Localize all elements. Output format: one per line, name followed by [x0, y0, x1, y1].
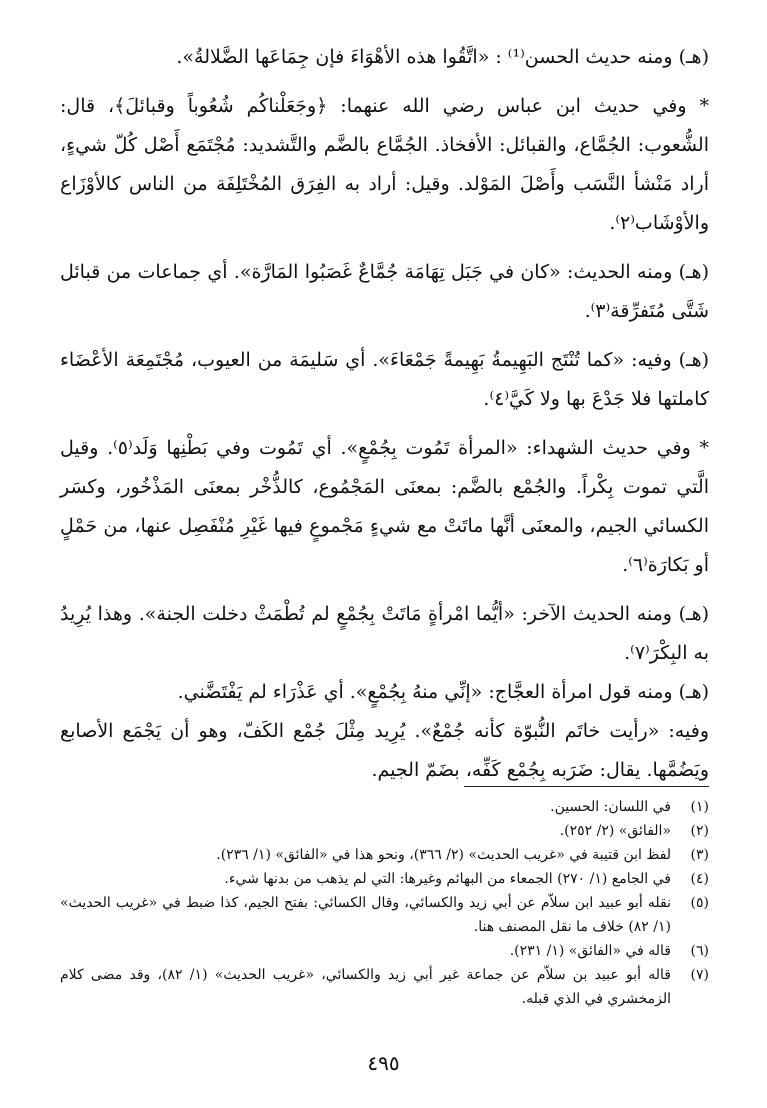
footnote	[60, 819, 709, 843]
footnote-text: في اللسان: الحسين.	[550, 799, 671, 815]
paragraph-hasan: (هـ) ومنه حديث الحسن⁽¹⁾ : «اتَّقُوا هذه الأهْوَاءَ فإن جِمَاعَها الضَّلالةُ».	[176, 46, 709, 68]
footnote-number: (٦)	[690, 943, 709, 959]
footnote-text: في الجامع (١/ ٢٧٠) الجمعاء من البهائم وغيرها: التي لم يذهب من بدنها شيء.	[224, 871, 671, 887]
paragraph-ibn-abbas: * وفي حديث ابن عباس رضي الله عنهما: ﴿وجَعَلْناكُم شُعُوباً وقبائلَ﴾، قال: الشُّعوب: الجُمَّاع، والقبائل: الأفخاذ. الجُمَّاع بالضَّم والتَّشديد: مُجْتَمَع أَصْل كُلّ شيءٍ، أراد مَنْشأ النَّسَب وأَصْلَ المَوْلد. وقيل: أراد به الفِرَق المُخْتَلِفَة من الناس كالأوْزَاع والأوْشَاب⁽٢⁾.	[60, 95, 709, 234]
paragraph-bikr: (هـ) ومنه الحديث الآخر: «أيُّما امْرأةٍ مَاتَتْ بِجُمْعٍ لم تُطْمَثْ دخلت الجنة». وهذا يُرِيدُ به البِكْرَ⁽٧⁾.	[60, 603, 709, 664]
paragraph-ajjaj: (هـ) ومنه قول امرأة العجَّاج: «إنِّي منهُ بِجُمْعٍ». أي عَذْرَاء لم يَفْتَضَّني.	[177, 681, 709, 703]
footnote-text: نقله أبو عبيد ابن سلاّم عن أبي زيد والكسائي، وقال الكسائي: بفتح الجيم، كذا ضبط في «غريب الحديث» (١/ ٨٢) خلاف ما نقل المصنف هنا.	[60, 895, 671, 935]
footnote	[60, 795, 709, 819]
footnote-number: (٢)	[690, 823, 709, 839]
footnote	[60, 963, 709, 1011]
paragraph-tihama: (هـ) ومنه الحديث: «كان في جَبَل تِهَامَة جُمَّاعٌ غَصَبُوا المَارَّة». أي جماعات من قبائل شَتَّى مُتَفرِّقة⁽٣⁾.	[60, 261, 709, 322]
paragraph-bahima: (هـ) وفيه: «كما تُنْتَج البَهِيمةُ بَهِيمةً جَمْعَاءَ». أي سَليمَة من العيوب، مُجْتَمِعَة الأعْضَاء كاملتها فلا جَدْعَ بها ولا كَيَّ⁽٤⁾.	[60, 349, 709, 410]
footnote	[60, 867, 709, 891]
footnotes	[60, 795, 709, 1011]
footnote-text: قاله في «الفائق» (١/ ٢٣١).	[509, 943, 671, 959]
footnote	[60, 843, 709, 867]
footnote-text: قاله أبو عبيد بن سلاّم عن جماعة غير أبي زيد والكسائي، «غريب الحديث» (١/ ٨٢)، وقد مضى كلام الزمخشري في الذي قبله.	[60, 967, 671, 1007]
footnote-number: (١)	[690, 799, 709, 815]
footnote	[60, 891, 709, 939]
page-number: ٤٩٥	[367, 1051, 400, 1075]
footnote-text: لفظ ابن قتيبة في «غريب الحديث» (٢/ ٣٦٦)، ونحو هذا في «الفائق» (١/ ٢٣٦).	[216, 847, 671, 863]
footnote	[60, 939, 709, 963]
footnote-number: (٣)	[690, 847, 709, 863]
footnote-number: (٧)	[690, 967, 709, 983]
paragraph-khatam: وفيه: «رأيت خاتَم النُّبوّة كأنه جُمْعٌ». يُرِيد مِثْلَ جُمْع الكَفّ، وهو أن يَجْمَع الأصابع ويَضُمَّها. يقال: ضَرَبه بِجُمْع كَفِّه، بضَمّ الجيم.	[60, 720, 709, 781]
footnote-text: «الفائق» (٢/ ٢٥٢).	[559, 823, 671, 839]
footnote-number: (٤)	[690, 871, 709, 887]
paragraph-shuhada: * وفي حديث الشهداء: «المرأة تَمُوت بِجُمْعٍ». أي تَمُوت وفي بَطْنِها وَلَد⁽٥⁾. وقيل الَّتي تموت بِكْراً. والجُمْع بالضَّم: بمعنَى المَجْمُوع، كالذُّخْر بمعنَى المَذْخُور، وكسَر الكسائي الجيم، والمعنَى أنَّها ماتَتْ مع شيءٍ مَجْموعٍ فيها غَيْرِ مُنْفَصِل عنها، من حَمْلٍ أو بَكارَة⁽٦⁾.	[60, 437, 709, 576]
footnote-divider	[464, 786, 709, 787]
footnote-number: (٥)	[690, 895, 709, 911]
main-text	[60, 38, 709, 790]
